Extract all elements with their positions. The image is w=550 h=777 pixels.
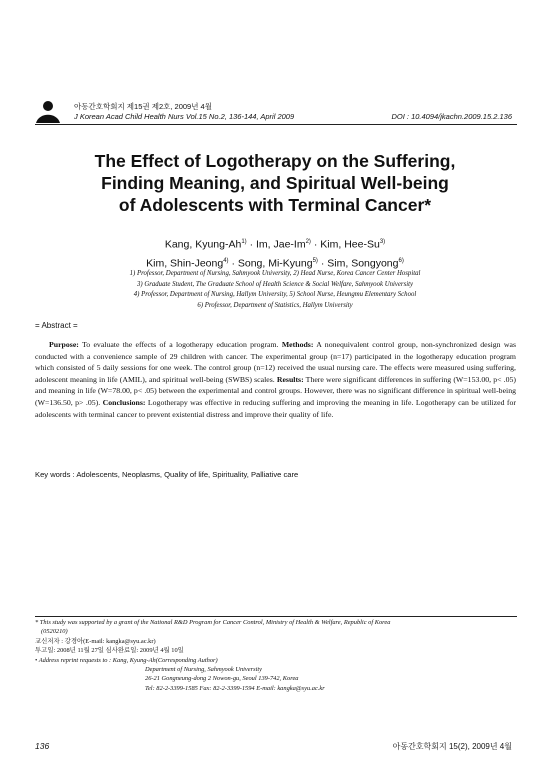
footer-journal: 아동간호학회지 15(2), 2009년 4월 xyxy=(392,742,512,751)
page-number: 136 xyxy=(35,741,50,751)
author-mark: 2) xyxy=(305,239,311,245)
author-list xyxy=(40,234,510,271)
reprint-contact: Tel: 82-2-3399-1585 Fax: 82-2-3399-1594 E-mail: kangka@syu.ac.kr xyxy=(145,684,325,692)
results-text: There were significant differences in suffering (W=153.00, p< .05) and meaning in life (W=78.00, p< .05) between the experimental and control groups. However, there was no significant difference in spiritual well-being (W=136.50, p> .05). xyxy=(35,374,516,407)
purpose-text: To evaluate the effects of a logotherapy education program. xyxy=(78,340,282,349)
submission-dates: 투고일: 2008년 11월 27일 심사완료일: 2009년 4월 10일 xyxy=(35,647,184,655)
footnotes xyxy=(35,618,517,693)
title-line: The Effect of Logotherapy on the Suffering, xyxy=(94,151,456,171)
author-name: Sim, Songyong xyxy=(327,257,399,269)
keywords-text: Adolescents, Neoplasms, Quality of life, Spirituality, Palliative care xyxy=(74,470,299,479)
abstract-heading: = Abstract = xyxy=(35,321,78,330)
footnote-divider xyxy=(35,616,517,617)
conclusions-text: Logotherapy was effective in reducing suffering and improving the meaning in life. Logotherapy can be utilized for adolescents with terminal cancer to prevent existential distress and improve their quality of life. xyxy=(35,397,516,419)
funding-note-grant: (0520210) xyxy=(41,628,68,636)
author-name: Song, Mi-Kyung xyxy=(237,257,313,269)
affiliation-line: 6) Professor, Department of Statistics, Hallym University xyxy=(197,301,353,309)
author-name: Kang, Kyung-Ah xyxy=(164,238,242,251)
affiliation-line: 3) Graduate Student, The Graduate School of Health Science & Social Welfare, Sahmyook University xyxy=(136,280,414,288)
author-line: Kim, Shin-Jeong$^{4)}$ · Song, Mi-Kyung$^{5)}$ · Sim, Songyong$^{6)}$ xyxy=(146,257,404,269)
affiliation-line: 4) Professor, Department of Nursing, Hallym University, 5) School Nurse, Heungmu Elementary School xyxy=(133,291,417,298)
methods-label: Methods: xyxy=(281,340,314,349)
author-name: Kim, Hee-Su xyxy=(320,238,380,251)
reprint-department: Department of Nursing, Sahmyook University xyxy=(145,666,262,674)
abstract-body xyxy=(35,339,516,420)
header-divider xyxy=(35,124,517,125)
keywords xyxy=(35,470,298,479)
author-mark: 5) xyxy=(312,257,318,264)
doi: DOI : 10.4094/jkachn.2009.15.2.136 xyxy=(391,112,512,121)
conclusions-label: Conclusions: xyxy=(102,397,146,407)
journal-header-english: J Korean Acad Child Health Nurs Vol.15 No.2, 136-144, April 2009 xyxy=(74,112,295,121)
corresponding-author: 교신저자 : 강경아(E-mail: kangka@syu.ac.kr) xyxy=(35,637,156,645)
author-mark: 6) xyxy=(398,257,404,264)
keywords-label: Key words : xyxy=(35,470,75,479)
affiliations xyxy=(40,269,510,311)
methods-text: A nonequivalent control group, non-synchronized design was conducted with a convenience sample of 29 children with cancer. The experimental group (n=17) participated in the logotherapy education program which consisted of 5 daily sessions for one week. The control group (n=12) received the usual nursing care. The effects were measured using suffering, adolescent meaning in life (AMIL), and spiritual well-being (SWBS) scales. xyxy=(35,340,517,384)
journal-header-korean: 아동간호학회지 제15권 제2호, 2009년 4월 xyxy=(74,102,212,111)
journal-logo-icon xyxy=(35,100,61,124)
author-mark: 4) xyxy=(223,257,229,264)
affiliation-line: 1) Professor, Department of Nursing, Sahmyook University, 2) Head Nurse, Korea Cancer Center Hospital xyxy=(129,270,421,277)
title-line: of Adolescents with Terminal Cancer* xyxy=(118,195,432,215)
title-line: Finding Meaning, and Spiritual Well-being xyxy=(101,173,449,193)
author-mark: 3) xyxy=(379,239,386,245)
reprint-address: 26-21 Gongneung-dong 2 Nowon-gu, Seoul 139-742, Korea xyxy=(145,675,299,683)
results-label: Results: xyxy=(276,374,304,384)
author-mark: 1) xyxy=(241,239,247,245)
paper-title xyxy=(40,150,510,216)
funding-note: * This study was supported by a grant of the National R&D Program for Cancer Control, Ministry of Health & Welfare, Republic of Korea xyxy=(35,619,391,626)
author-name: Kim, Shin-Jeong xyxy=(146,257,224,269)
reprint-request: • Address reprint requests to : Kang, Kyung-Ah(Corresponding Author) xyxy=(35,656,218,664)
author-line: Kang, Kyung-$Ah^{1)} \cdot Im$, Jae-$Im^{2)}$ · Kim, Hee-Su$^{3)}$ xyxy=(164,238,386,251)
author-name: Im, Jae-Im xyxy=(256,238,306,251)
purpose-label: Purpose: xyxy=(49,340,79,349)
